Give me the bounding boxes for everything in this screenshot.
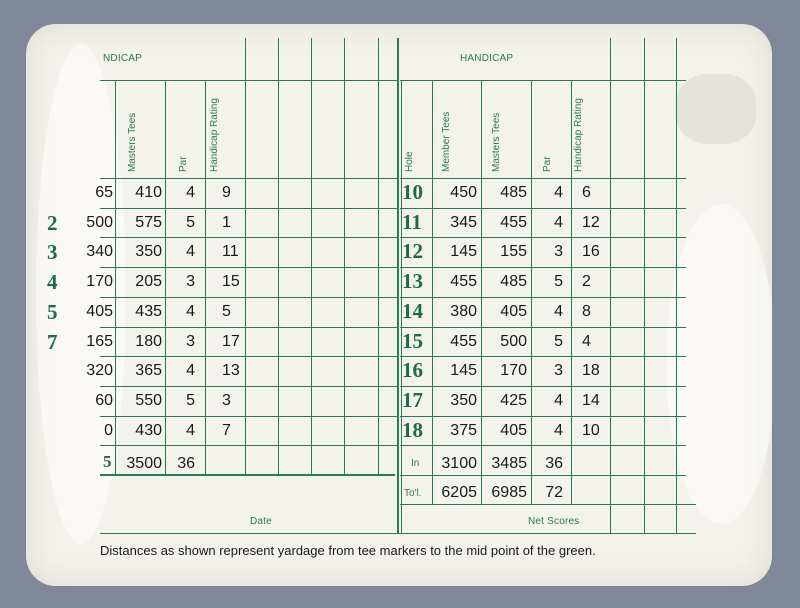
in-par: 36 xyxy=(545,455,563,472)
back-member-tees: 455 xyxy=(450,333,477,350)
grid-vline xyxy=(344,38,345,474)
grid-hline xyxy=(100,267,398,268)
front-par: 3 xyxy=(186,273,195,290)
back-masters-tees: 500 xyxy=(500,333,527,350)
back-par: 3 xyxy=(554,362,563,379)
front-par: 5 xyxy=(186,392,195,409)
back-par: 4 xyxy=(554,392,563,409)
back-par: 4 xyxy=(554,303,563,320)
grid-vline xyxy=(610,38,611,534)
front-par: 4 xyxy=(186,184,195,201)
back-masters-tees: 485 xyxy=(500,273,527,290)
back-handicap: 6 xyxy=(582,184,591,201)
back-member-tees: 455 xyxy=(450,273,477,290)
grid-vline xyxy=(165,80,166,474)
back-masters-tees: 485 xyxy=(500,184,527,201)
col-member-tees: Member Tees xyxy=(441,111,452,172)
back-masters-tees: 455 xyxy=(500,214,527,231)
back-hole-number: 11 xyxy=(402,210,422,234)
front-par: 4 xyxy=(186,243,195,260)
total-par: 72 xyxy=(545,484,563,501)
front-member-tees: 60 xyxy=(95,392,113,409)
total-masters: 6985 xyxy=(491,484,527,501)
front-member-tees: 340 xyxy=(86,243,113,260)
footer-note: Distances as shown represent yardage from tee markers to the mid point of the green. xyxy=(100,543,596,558)
in-masters: 3485 xyxy=(491,455,527,472)
front-member-tees: 405 xyxy=(86,303,113,320)
back-member-tees: 145 xyxy=(450,243,477,260)
back-handicap: 12 xyxy=(582,214,600,231)
back-member-tees: 350 xyxy=(450,392,477,409)
back-masters-tees: 405 xyxy=(500,422,527,439)
back-handicap: 2 xyxy=(582,273,591,290)
col-hole: Hole xyxy=(404,151,415,172)
grid-hline xyxy=(100,237,398,238)
header-handicap-left: NDICAP xyxy=(103,53,142,64)
col-masters-tees-left: Masters Tees xyxy=(127,112,138,172)
grid-vline xyxy=(278,38,279,474)
back-handicap: 16 xyxy=(582,243,600,260)
back-handicap: 18 xyxy=(582,362,600,379)
back-par: 3 xyxy=(554,243,563,260)
front-masters-tees: 180 xyxy=(135,333,162,350)
front-handicap: 15 xyxy=(222,273,240,290)
front-member-tees: 170 xyxy=(86,273,113,290)
front-total-partial: 5 xyxy=(103,452,112,471)
front-member-tees: 500 xyxy=(86,214,113,231)
front-handicap: 5 xyxy=(222,303,231,320)
front-masters-tees: 365 xyxy=(135,362,162,379)
front-masters-tees: 575 xyxy=(135,214,162,231)
front-hole-partial: 2 xyxy=(47,211,58,235)
back-masters-tees: 425 xyxy=(500,392,527,409)
back-hole-number: 17 xyxy=(402,388,423,412)
front-masters-tees: 205 xyxy=(135,273,162,290)
grid-hline xyxy=(100,356,398,357)
back-handicap: 4 xyxy=(582,333,591,350)
grid-vline xyxy=(531,80,532,504)
front-hole-partial: 4 xyxy=(47,270,58,294)
back-hole-number: 12 xyxy=(402,239,423,263)
front-masters-tees: 430 xyxy=(135,422,162,439)
grid-hline xyxy=(100,327,398,328)
grid-vline xyxy=(378,38,379,474)
back-member-tees: 380 xyxy=(450,303,477,320)
col-masters-tees-right: Masters Tees xyxy=(491,112,502,172)
front-handicap: 3 xyxy=(222,392,231,409)
back-hole-number: 10 xyxy=(402,180,423,204)
net-scores-label: Net Scores xyxy=(528,516,580,527)
front-handicap: 11 xyxy=(222,243,239,260)
grid-hline-total xyxy=(400,504,696,505)
col-par-right: Par xyxy=(542,156,553,172)
grid-hline xyxy=(100,445,398,446)
front-member-tees: 65 xyxy=(95,184,113,201)
front-handicap: 13 xyxy=(222,362,240,379)
back-handicap: 14 xyxy=(582,392,600,409)
front-par: 4 xyxy=(186,362,195,379)
back-handicap: 10 xyxy=(582,422,600,439)
front-hole-partial: 3 xyxy=(47,240,58,264)
back-par: 4 xyxy=(554,214,563,231)
front-masters-tees: 410 xyxy=(135,184,162,201)
grid-vline xyxy=(644,38,645,534)
in-member: 3100 xyxy=(441,455,477,472)
grid-hline xyxy=(100,208,398,209)
grid-vline xyxy=(205,80,206,474)
col-par-left: Par xyxy=(178,156,189,172)
front-member-tees: 0 xyxy=(104,422,113,439)
grid-hline-top xyxy=(100,80,398,81)
front-masters-tees: 435 xyxy=(135,303,162,320)
header-handicap-right: HANDICAP xyxy=(460,53,514,64)
back-member-tees: 345 xyxy=(450,214,477,231)
grid-vline xyxy=(571,80,572,504)
front-masters-tees: 350 xyxy=(135,243,162,260)
in-label: In xyxy=(411,458,420,469)
back-member-tees: 145 xyxy=(450,362,477,379)
front-handicap: 1 xyxy=(222,214,231,231)
col-handicap-rating-right: Handicap Rating xyxy=(573,98,584,172)
front-total-par: 36 xyxy=(177,455,195,472)
front-member-tees: 165 xyxy=(86,333,113,350)
grid-vline xyxy=(676,38,677,534)
back-member-tees: 450 xyxy=(450,184,477,201)
grid-hline xyxy=(100,386,398,387)
front-hole-partial: 7 xyxy=(47,330,58,354)
front-par: 4 xyxy=(186,422,195,439)
back-par: 4 xyxy=(554,422,563,439)
grid-vline xyxy=(481,80,482,504)
grid-hline xyxy=(100,297,398,298)
grid-vline-divider-inner xyxy=(401,80,402,534)
grid-vline-divider xyxy=(397,38,399,534)
front-handicap: 17 xyxy=(222,333,240,350)
front-handicap: 9 xyxy=(222,184,231,201)
front-hole-partial: 5 xyxy=(47,300,58,324)
back-hole-number: 13 xyxy=(402,269,423,293)
back-masters-tees: 155 xyxy=(500,243,527,260)
back-par: 5 xyxy=(554,333,563,350)
front-par: 5 xyxy=(186,214,195,231)
front-handicap: 7 xyxy=(222,422,231,439)
grid-hline-front-end xyxy=(100,474,395,475)
back-hole-number: 18 xyxy=(402,418,423,442)
front-par: 4 xyxy=(186,303,195,320)
date-label: Date xyxy=(250,516,272,527)
col-handicap-rating-left: Handicap Rating xyxy=(209,98,220,172)
back-masters-tees: 405 xyxy=(500,303,527,320)
grid-vline xyxy=(115,80,116,474)
grid-hline xyxy=(100,178,398,179)
back-hole-number: 14 xyxy=(402,299,423,323)
front-total-masters: 3500 xyxy=(126,455,162,472)
grid-hline xyxy=(100,416,398,417)
back-par: 4 xyxy=(554,184,563,201)
back-par: 5 xyxy=(554,273,563,290)
back-member-tees: 375 xyxy=(450,422,477,439)
front-masters-tees: 550 xyxy=(135,392,162,409)
back-hole-number: 15 xyxy=(402,329,423,353)
back-masters-tees: 170 xyxy=(500,362,527,379)
back-hole-number: 16 xyxy=(402,358,423,382)
grid-vline xyxy=(432,80,433,504)
grid-vline xyxy=(245,38,246,474)
back-handicap: 8 xyxy=(582,303,591,320)
grid-vline xyxy=(311,38,312,474)
grid-hline xyxy=(100,475,395,476)
total-member: 6205 xyxy=(441,484,477,501)
total-label: To'l. xyxy=(404,488,422,499)
front-par: 3 xyxy=(186,333,195,350)
front-member-tees: 320 xyxy=(86,362,113,379)
